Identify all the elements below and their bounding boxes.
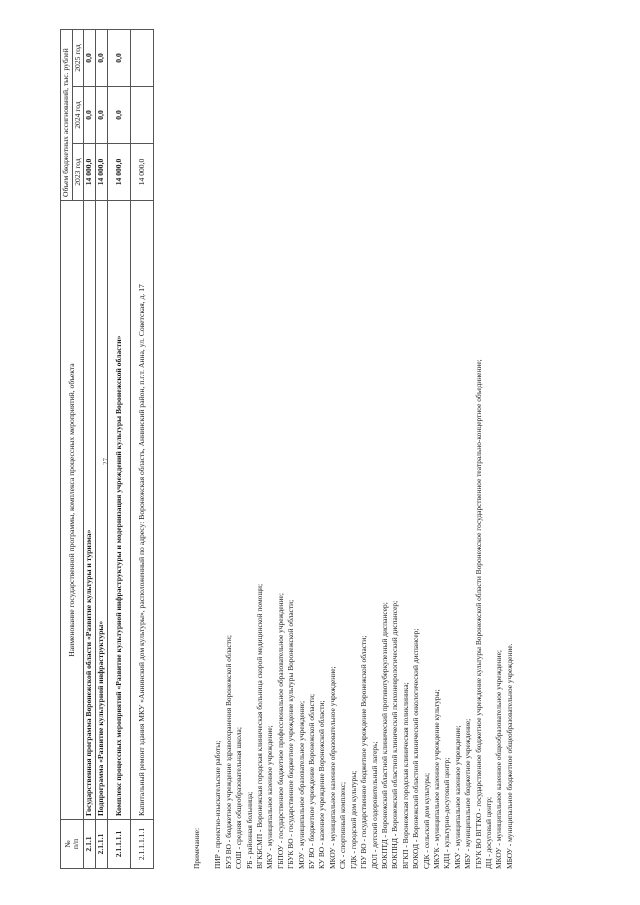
note-item: ГБУК ВО - государственное бюджетное учреждение культуры Воронежской области;	[286, 599, 296, 869]
note-item: ГБУК ВО ВГТКО - государственное бюджетное учреждение культуры Воронежской области Воронежское государственное театрально-концертное объединение;	[473, 359, 483, 869]
row-name: Государственная программа Воронежской области «Развитие культуры и туризма»	[84, 201, 96, 820]
row-value-2025: 0,0	[96, 30, 108, 87]
table-body	[61, 30, 154, 869]
note-item: СК - спортивный комплекс;	[338, 781, 348, 869]
header-name: Наименование государственной программы, комплекса процессных мероприятий, объекта	[61, 201, 84, 820]
row-value-2023: 14 000,0	[130, 144, 153, 201]
note-item: МОУ - муниципальное образовательное учреждение;	[296, 700, 306, 869]
row-value-2024	[130, 87, 153, 144]
note-item: ГДК - городской дом культуры;	[348, 770, 358, 869]
note-item: ДОЛ - детский оздоровительный лагерь;	[369, 741, 379, 869]
note-item: МБОУ - муниципальное бюджетное общеобразовательное учреждение.	[504, 643, 514, 869]
note-item: ГБУ ВО - государственное бюджетное учреждение Воронежской области;	[359, 635, 369, 869]
note-item: МКУК - муниципальное казенное учреждение культуры;	[431, 689, 441, 869]
note-item: ВОКПНД - Воронежский областной клинический психоневрологический диспансер;	[390, 600, 400, 869]
note-item: ВГКБСМП - Воронежская городская клиническая больница скорой медицинской помощи;	[255, 583, 265, 869]
header-budget: Объем бюджетных ассигнований, тыс. рублей	[61, 30, 73, 201]
notes-title: Примечание:	[192, 827, 201, 869]
note-item: БУ ВО - бюджетное учреждение Воронежской области;	[307, 693, 317, 869]
table-row	[130, 30, 153, 869]
row-value-2023: 14 000,0	[107, 144, 130, 201]
header-year-2023: 2023 год	[72, 144, 84, 201]
note-item: МКУ - муниципальное казенное учреждение;	[452, 725, 462, 869]
row-value-2023: 14 000,0	[84, 144, 96, 201]
row-value-2025: 0,0	[107, 30, 130, 87]
row-number: 2.1.1	[84, 820, 96, 869]
note-item: МКОУ - муниципальное казенное общеобразовательное учреждение;	[494, 650, 504, 869]
note-item: СОШ - средняя общеобразовательная школа;	[234, 727, 244, 869]
table-row	[84, 30, 96, 869]
header-row-1	[61, 30, 73, 869]
note-item: МБУ - муниципальное бюджетное учреждение;	[463, 718, 473, 869]
table-row	[107, 30, 130, 869]
notes-list	[213, 19, 515, 869]
row-name: Комплекс процессных мероприятий «Развитие культурной инфраструктуры и модернизация учреждений культуры Воронежской области»	[107, 201, 130, 820]
notes-section	[192, 19, 515, 869]
note-item: ВОКОД - Воронежский областной клинический онкологический диспансер;	[411, 628, 421, 869]
note-item: КДЦ - культурно-досуговый центр;	[442, 757, 452, 869]
page-number: 27	[102, 458, 110, 465]
row-number: 2.1.1.1.1.1	[130, 820, 153, 869]
note-item: МКУ - муниципальное казенное учреждение;	[265, 725, 275, 869]
note-item: БУЗ ВО - бюджетное учреждение здравоохранения Воронежской области;	[223, 635, 233, 869]
header-num: № п/п	[61, 820, 84, 869]
note-item: ВОКПТД - Воронежский областной клинический противотуберкулезный диспансер;	[379, 602, 389, 869]
note-item: ВГКП - Воронежская городская клиническая поликлиника;	[400, 682, 410, 869]
row-number: 2.1.1.1	[96, 820, 108, 869]
note-item: ПИР - проектно-изыскательские работы;	[213, 740, 223, 869]
note-item: КУ ВО - казенное учреждение Воронежской области;	[317, 700, 327, 869]
row-value-2024: 0,0	[84, 87, 96, 144]
note-item: СДК - сельский дом культуры;	[421, 772, 431, 869]
row-value-2025	[130, 30, 153, 87]
header-year-2025: 2025 год	[72, 30, 84, 87]
note-item: МКОУ - муниципальное казенное образовательное учреждение;	[327, 666, 337, 869]
row-value-2023: 14 000,0	[96, 144, 108, 201]
budget-table	[60, 29, 154, 869]
row-number: 2.1.1.1.1	[107, 820, 130, 869]
row-value-2024: 0,0	[107, 87, 130, 144]
header-year-2024: 2024 год	[72, 87, 84, 144]
row-name: Капитальный ремонт здания МКУ «Аннинский дом культуры», расположенный по адресу: Воронежская область, Аннинский район, п.г.т. Анна, ул. Советская, д. 17	[130, 201, 153, 820]
row-name: Подпрограмма «Развитие культурной инфраструктуры»	[96, 201, 108, 820]
note-item: РБ - районная больница;	[244, 791, 254, 869]
note-item: ГБПОУ - государственное бюджетное профессиональное образовательное учреждение;	[275, 593, 285, 869]
table-row	[96, 30, 108, 869]
note-item: ДЦ - досуговый центр;	[483, 796, 493, 869]
row-value-2025: 0,0	[84, 30, 96, 87]
row-value-2024: 0,0	[96, 87, 108, 144]
